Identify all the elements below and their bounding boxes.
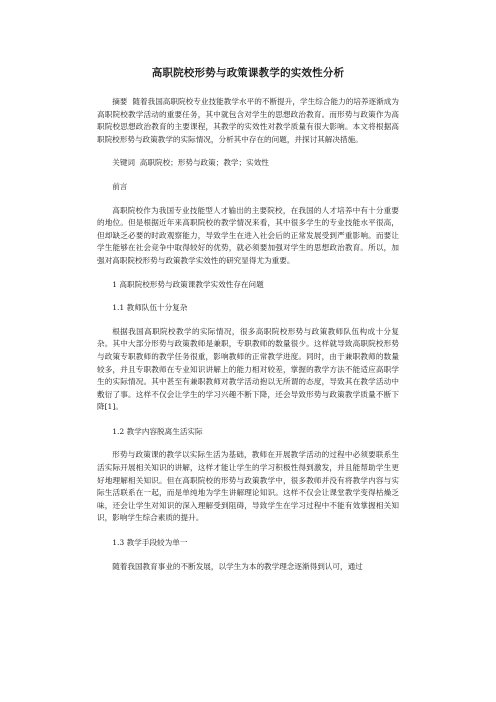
section-1-1-paragraph: 根据我国高职院校教学的实际情况，很多高职院校形势与政策教师队伍构成十分复杂。其中大部分形势与政策教师是兼职，专职教师的数量很少。这样就导致高职院校形势与政策专职教师的教学任务很重，影响教师的正常教学进度。同时，由于兼职教师的数量较多，并且专职教师在专业知识讲解上的能力相对较差，掌握的教学方法不能适应高职学生的实际情况。其中甚至有兼职教师对教学活动抱以无所谓的态度，导致其在教学活动中敷衍了事。这样不仅会让学生的学习兴趣不断下降，还会导致形势与政策教学质量不断下降[1]。 [97, 326, 399, 412]
paper-title: 高职院校形势与政策课教学的实效性分析 [151, 67, 345, 79]
section-1-3-heading: 1.3 教学手段较为单一 [112, 538, 188, 548]
preface-heading: 前言 [112, 181, 128, 191]
abstract-text: 随着我国高职院校专业技能教学水平的不断提升，学生综合能力的培养逐渐成为高职院校教学活动的重要任务，其中就包含对学生的思想政治教育。而形势与政策作为高职院校思想政治教育的主要课程，其教学的实效性对教学质量有很大影响。本文将根据高职院校形势与政策教学的实际情况，分析其中存在的问题，并探讨其解决措施。 [97, 97, 400, 144]
abstract-label: 摘要 [112, 97, 128, 106]
keywords-label: 关键词 [112, 158, 135, 168]
section-1-2-paragraph: 形势与政策课的教学以实际生活为基础，教师在开展教学活动的过程中必须要联系生活实际开展相关知识的讲解，这样才能让学生的学习积极性得到激发，并且能帮助学生更好地理解相关知识。但在高职院校的形势与政策教学中，很多教师并没有将教学内容与实际生活联系在一起，而是单纯地为学生讲解理论知识。这样不仅会让课堂教学变得枯燥乏味，还会让学生对知识的深入理解受到阻碍，导致学生在学习过程中不能有效掌握相关知识，影响学生综合素质的提升。 [97, 450, 399, 523]
preface-paragraph: 高职院校作为我国专业技能型人才输出的主要院校，在我国的人才培养中有十分重要的地位。但是根据近年来高职院校的教学情况来看，其中很多学生的专业技能水平很高，但却缺乏必要的时政观察能力，导致学生在进入社会后的正常发展受到严重影响。而要让学生能够在社会竞争中取得较好的优势，就必须要加强对学生的思想政治教育。所以，加强对高职院校形势与政策教学实效性的研究显得尤为重要。 [97, 205, 399, 265]
abstract-paragraph [97, 96, 399, 146]
section-1-2-heading: 1.2 教学内容脱离生活实际 [112, 426, 203, 436]
keywords-text: 高职院校；形势与政策；教学；实效性 [139, 158, 269, 168]
section-1-heading: 1 高职院校形势与政策课教学实效性存在问题 [112, 279, 264, 289]
section-1-3-paragraph: 随着我国教育事业的不断发展，以学生为本的教学理念逐渐得到认可，通过 [112, 561, 363, 571]
keywords-paragraph [97, 157, 399, 170]
section-1-1-heading: 1.1 教师队伍十分复杂 [112, 303, 188, 313]
